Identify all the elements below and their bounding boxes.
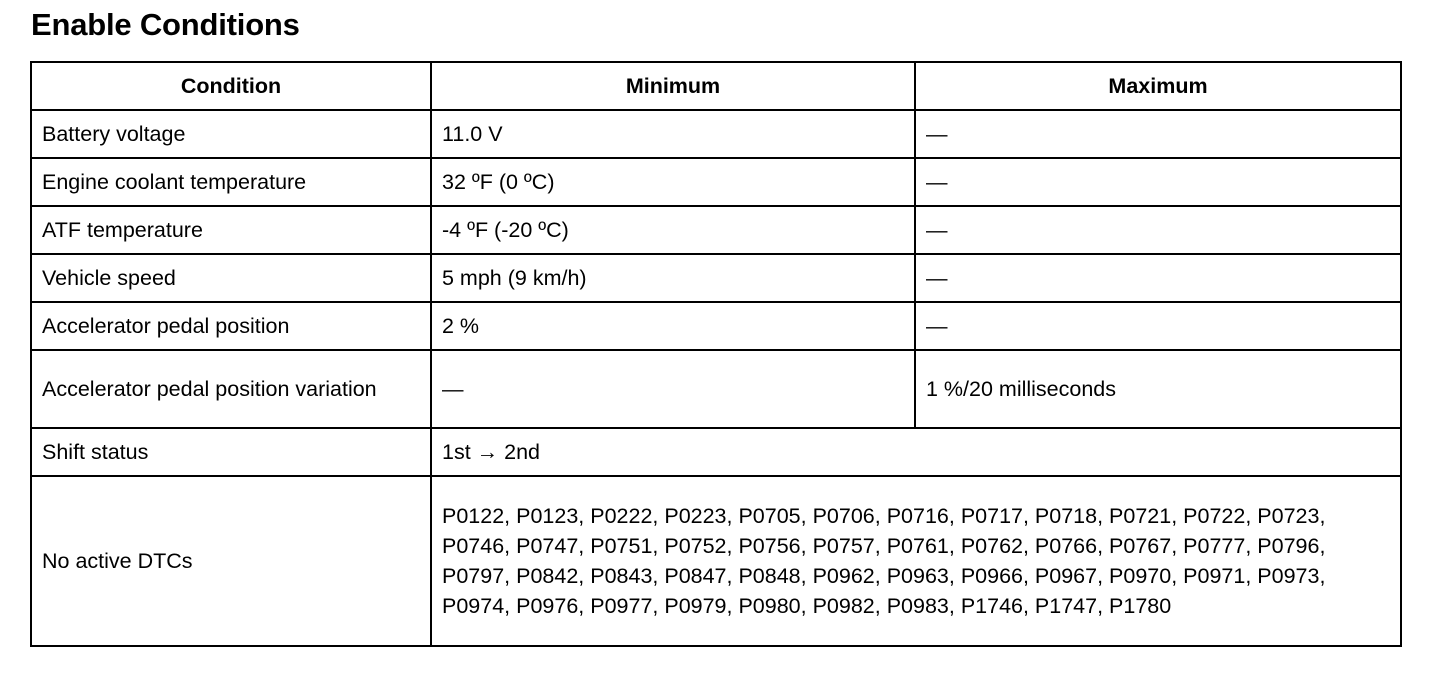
condition-cell: Shift status xyxy=(31,428,431,476)
header-minimum: Minimum xyxy=(431,62,915,110)
table-header-row xyxy=(31,62,1401,110)
dtc-list: P0122, P0123, P0222, P0223, P0705, P0706, P0716, P0717, P0718, P0721, P0722, P0723, P0746, P0747, P0751, P0752, P0756, P0757, P0761, P0762, P0766, P0767, P0777, P0796, P0797, P0842, P0843, P0847, P0848, P0962, P0963, P0966, P0967, P0970, P0971, P0973, P0974, P0976, P0977, P0979, P0980, P0982, P0983, P1746, P1747, P1780 xyxy=(431,476,1401,646)
maximum-cell: 1 %/20 milliseconds xyxy=(915,350,1401,428)
table-row xyxy=(31,350,1401,428)
condition-cell: Battery voltage xyxy=(31,110,431,158)
header-maximum: Maximum xyxy=(915,62,1401,110)
minimum-cell: 32 ºF (0 ºC) xyxy=(431,158,915,206)
header-condition: Condition xyxy=(31,62,431,110)
no-active-dtcs-row xyxy=(31,476,1401,646)
condition-cell: No active DTCs xyxy=(31,476,431,646)
maximum-cell: — xyxy=(915,206,1401,254)
condition-cell: Accelerator pedal position variation xyxy=(31,350,431,428)
table-row xyxy=(31,206,1401,254)
minimum-cell: 2 % xyxy=(431,302,915,350)
table-row xyxy=(31,110,1401,158)
enable-conditions-table xyxy=(30,61,1402,647)
shift-status-value: 1st → 2nd xyxy=(431,428,1401,476)
minimum-cell: 11.0 V xyxy=(431,110,915,158)
table-row xyxy=(31,158,1401,206)
condition-cell: Engine coolant temperature xyxy=(31,158,431,206)
condition-cell: Vehicle speed xyxy=(31,254,431,302)
minimum-cell: -4 ºF (-20 ºC) xyxy=(431,206,915,254)
page-title: Enable Conditions xyxy=(31,7,300,42)
condition-cell: Accelerator pedal position xyxy=(31,302,431,350)
maximum-cell: — xyxy=(915,158,1401,206)
maximum-cell: — xyxy=(915,302,1401,350)
table-row xyxy=(31,302,1401,350)
minimum-cell: — xyxy=(431,350,915,428)
maximum-cell: — xyxy=(915,254,1401,302)
maximum-cell: — xyxy=(915,110,1401,158)
minimum-cell: 5 mph (9 km/h) xyxy=(431,254,915,302)
shift-status-row xyxy=(31,428,1401,476)
table-row xyxy=(31,254,1401,302)
condition-cell: ATF temperature xyxy=(31,206,431,254)
